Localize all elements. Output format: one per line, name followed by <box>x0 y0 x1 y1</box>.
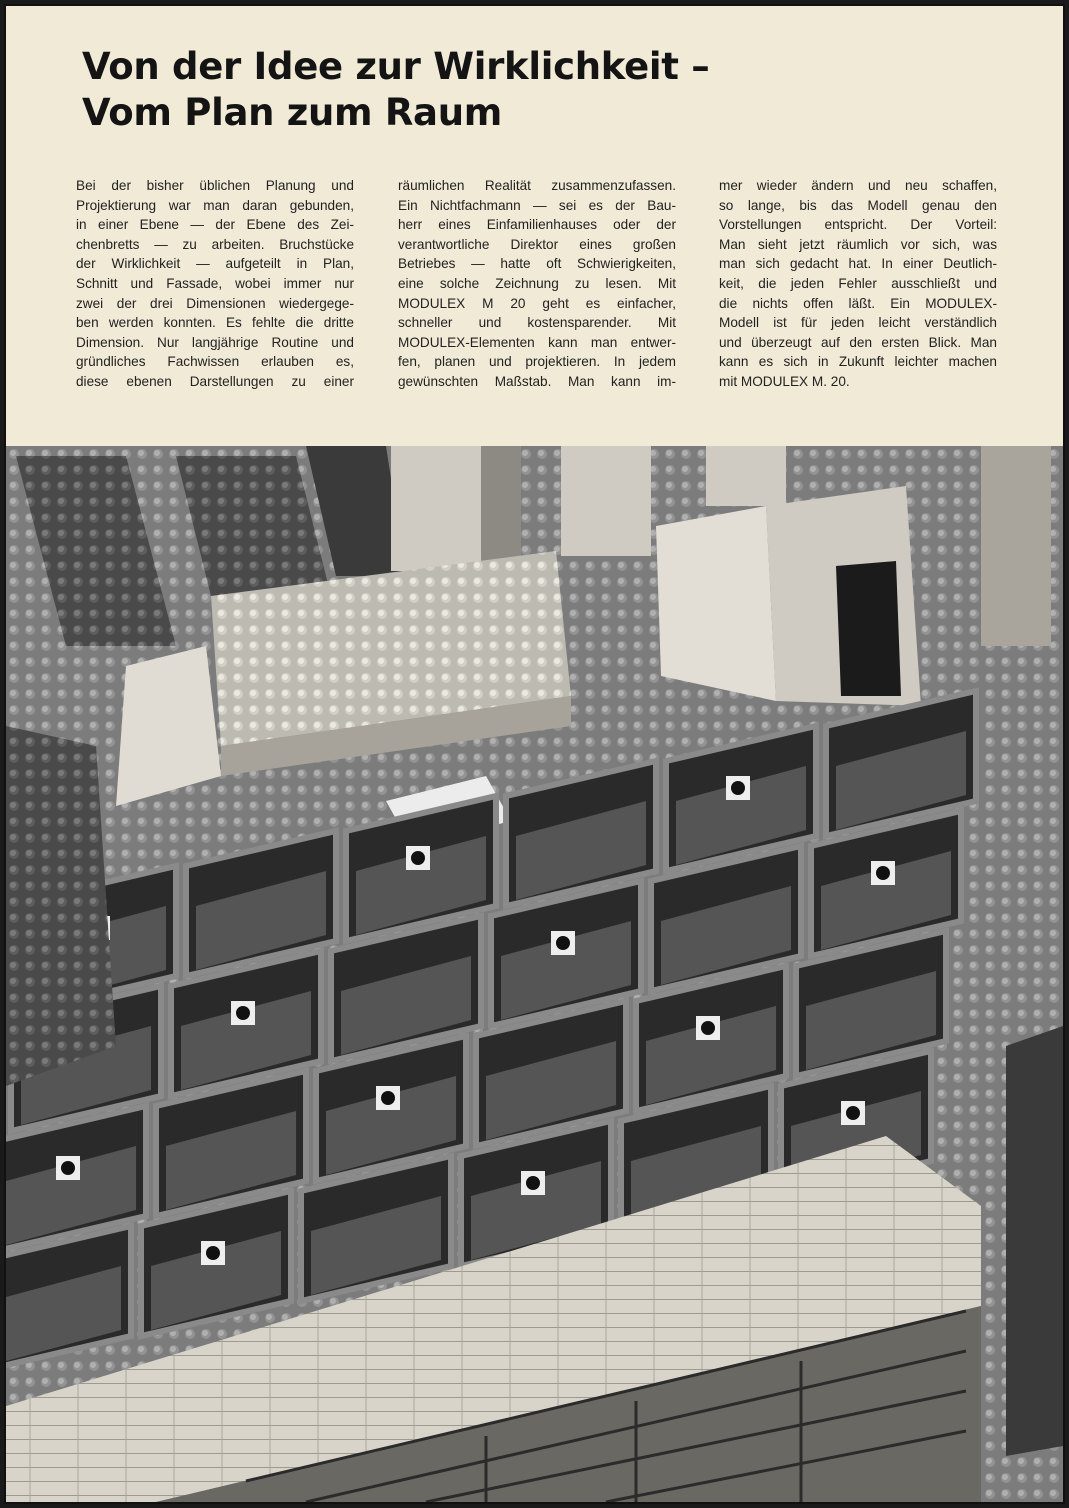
modulex-model-image <box>6 446 1063 1502</box>
text-line: schneller und kostensparender. Mit <box>398 315 676 331</box>
tower-1 <box>391 446 481 571</box>
text-line: eine solche Zeichnung zu lesen. Mit <box>398 275 676 291</box>
block-hole <box>731 781 745 795</box>
tower-2 <box>561 446 651 556</box>
text-line: Modell ist für jeden leicht verständlich <box>719 315 997 331</box>
text-line: Schnitt und Fassade, wobei immer nur <box>76 275 354 291</box>
magazine-page <box>4 4 1065 1504</box>
text-line: Man sieht jetzt räumlich vor sich, was <box>719 236 997 252</box>
text-line: Dimension. Nur langjährige Routine und <box>76 334 354 350</box>
text-line: und überzeugt auf den ersten Blick. Man <box>719 334 997 350</box>
text-line: keit, die jeden Fehler ausschließt und <box>719 275 997 291</box>
page-title <box>82 44 982 136</box>
tower-4 <box>981 446 1051 646</box>
block-hole <box>381 1091 395 1105</box>
text-line: diese ebenen Darstellungen zu einer <box>76 373 354 389</box>
text-line: verantwortliche Direktor eines großen <box>398 236 676 252</box>
text-line: die nichts offen läßt. Ein MODULEX- <box>719 295 997 311</box>
block-hole <box>876 866 890 880</box>
tower-3 <box>706 446 786 506</box>
text-line: zwei der drei Dimensionen wiedergege- <box>76 295 354 311</box>
tower-1-side <box>481 446 521 571</box>
block-hole <box>236 1006 250 1020</box>
right-edge <box>1006 1026 1063 1456</box>
text-line: Projektierung war man daran gebunden, <box>76 197 354 213</box>
block-hole <box>206 1246 220 1260</box>
text-line: so lange, bis das Modell genau den <box>719 197 997 213</box>
text-line: mit MODULEX M. 20. <box>719 373 850 389</box>
text-line: MODULEX M 20 geht es einfacher, <box>398 295 676 311</box>
text-line: fen, planen und projektieren. In jedem <box>398 354 676 370</box>
block-hole <box>556 936 570 950</box>
text-line: chenbretts — zu arbeiten. Bruchstücke <box>76 236 354 252</box>
text-column-3 <box>719 176 997 392</box>
text-line: Betriebes — hatte oft Schwierigkeiten, <box>398 256 676 272</box>
block-hole <box>61 1161 75 1175</box>
text-line: herr eines Einfamilienhauses oder der <box>398 217 676 233</box>
text-line: Bei der bisher üblichen Planung und <box>76 178 354 193</box>
title-line-2: Vom Plan zum Raum <box>82 91 503 134</box>
text-line: man sich gedacht hat. In einer Deutlich- <box>719 256 997 272</box>
text-column-1 <box>76 176 354 392</box>
text-line: mer wieder ändern und neu schaffen, <box>719 178 997 193</box>
text-line: MODULEX-Elementen kann man entwer- <box>398 334 676 350</box>
block-hole <box>701 1021 715 1035</box>
text-line: der Wirklichkeit — aufgeteilt in Plan, <box>76 256 354 272</box>
text-line: Ein Nichtfachmann — sei es der Bau- <box>398 197 676 213</box>
right-wall <box>656 506 776 701</box>
text-line: kann es sich in Zukunft leichter machen <box>719 354 997 370</box>
text-line: Vorstellungen entspricht. Der Vorteil: <box>719 217 997 233</box>
text-line: in einer Ebene — der Ebene des Zei- <box>76 217 354 233</box>
text-line: gründliches Fachwissen erlauben es, <box>76 354 354 370</box>
text-line: räumlichen Realität zusammenzufassen. <box>398 178 676 193</box>
text-line: gewünschten Maßstab. Man kann im- <box>398 373 676 389</box>
text-column-2 <box>398 176 676 392</box>
title-line-1: Von der Idee zur Wirklichkeit – <box>82 45 710 88</box>
block-hole <box>526 1176 540 1190</box>
text-line: ben werden konnten. Es fehlte die dritte <box>76 315 354 331</box>
block-hole <box>411 851 425 865</box>
block-hole <box>846 1106 860 1120</box>
doorway <box>836 561 901 696</box>
model-photo <box>6 446 1063 1502</box>
